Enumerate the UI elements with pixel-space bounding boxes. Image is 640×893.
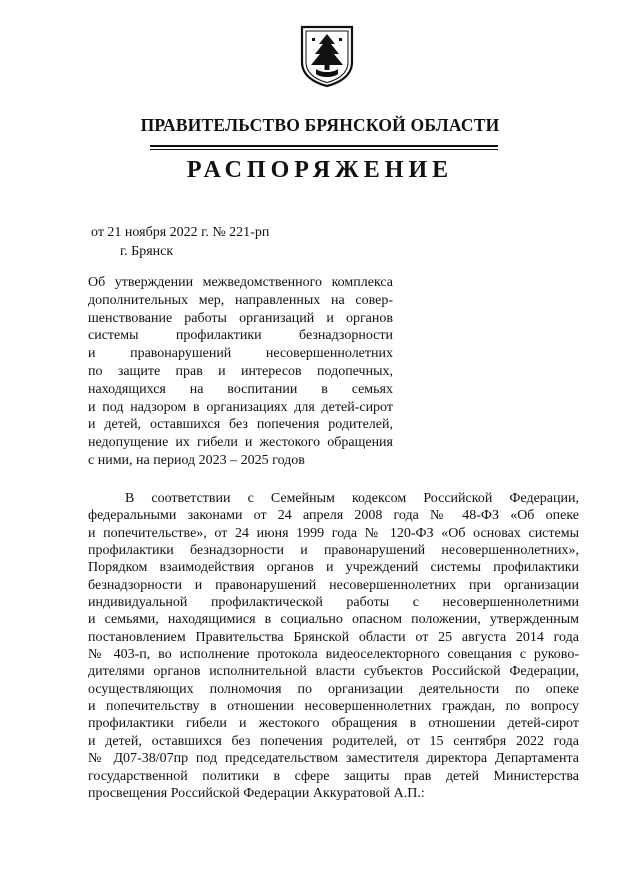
body-line: осуществляющих полномочия по организации деятельности по опеке (88, 681, 579, 697)
body-line: В соответствии с Семейным кодексом Российской Федерации, (125, 491, 579, 506)
subject-line: системы профилактики безнадзорности (88, 328, 393, 344)
subject-line: и правонарушений несовершеннолетних (88, 346, 393, 362)
body-line: просвещения Российской Федерации Аккуратовой А.П.: (88, 785, 425, 801)
body-paragraph (88, 490, 579, 802)
body-line: профилактики безнадзорности и правонарушений несовершеннолетних», (88, 543, 579, 559)
document-type: РАСПОРЯЖЕНИЕ (186, 157, 454, 183)
body-line: безнадзорности и правонарушений несовершеннолетних при организации (88, 577, 579, 593)
body-line: и детей, оставшихся без попечения родителей, от 15 сентября 2022 года (88, 733, 579, 749)
body-line: и попечительстве», от 24 июня 1999 года № 120-ФЗ «Об основах системы (88, 525, 579, 541)
header-rule-thick (150, 145, 498, 147)
body-line: федеральными законами от 24 апреля 2008 года № 48-ФЗ «Об опеке (88, 508, 579, 524)
date-and-number: от 21 ноября 2022 г. № 221-рп (91, 225, 270, 240)
body-line: Порядком взаимодействия органов и учреждений системы профилактики (88, 560, 579, 576)
body-line: № 403-п, во исполнение протокола видеоселекторного совещания с руково- (88, 647, 579, 663)
header-rule-thin (150, 149, 498, 150)
body-line: дителями органов исполнительной власти субъектов Российской Федерации, (88, 664, 579, 680)
body-line: № Д07-38/07пр под председательством заместителя директора Департамента (88, 751, 579, 767)
subject-heading (88, 274, 393, 470)
subject-line: Об утверждении межведомственного комплекса (88, 275, 393, 290)
body-line: постановлением Правительства Брянской области от 25 августа 2014 года (88, 629, 579, 645)
subject-line: находящихся на воспитании в семьях (88, 381, 393, 397)
body-line: индивидуальной профилактической работы с несовершеннолетними (88, 595, 579, 611)
body-line: и семьями, находящимися в социально опасном положении, утвержденным (88, 612, 579, 628)
body-line: государственной политики в сфере защиты прав детей Министерства (88, 768, 579, 784)
subject-line: и детей, оставшихся без попечения родителей, (88, 417, 393, 433)
subject-line: дополнительных мер, направленных на совер- (88, 292, 393, 308)
subject-line: и под надзором в организациях для детей-сирот (88, 399, 393, 415)
government-title: ПРАВИТЕЛЬСТВО БРЯНСКОЙ ОБЛАСТИ (140, 115, 500, 135)
body-line: профилактики гибели и жестокого обращения в отношении детей-сирот (88, 716, 579, 732)
subject-line: по защите прав и интересов подопечных, (88, 363, 393, 379)
city: г. Брянск (120, 244, 174, 259)
subject-line: шенствование работы организаций и органов (88, 310, 393, 326)
body-line: и попечительству в отношении несовершеннолетних граждан, по вопросу (88, 699, 579, 715)
coat-of-arms-icon (299, 24, 355, 88)
subject-line: с ними, на период 2023 – 2025 годов (88, 452, 305, 468)
subject-line: недопущение их гибели и жестокого обращения (88, 435, 393, 451)
